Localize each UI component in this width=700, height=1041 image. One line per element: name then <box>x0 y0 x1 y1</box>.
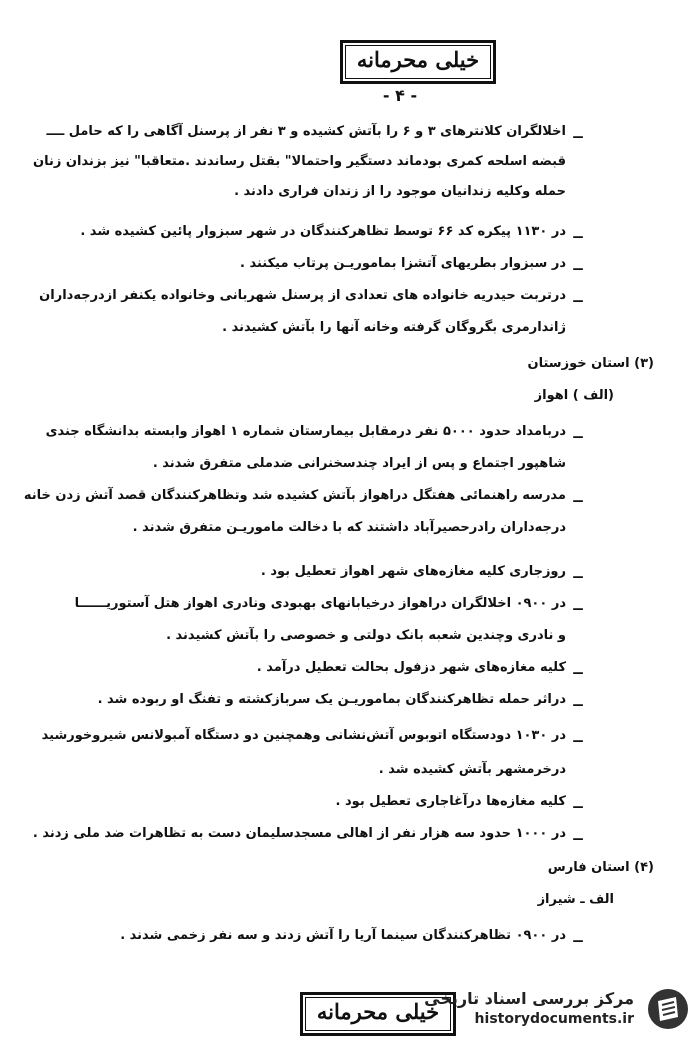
text-line: در ۱۱۳۰ پیکره کد ۶۶ توسط تظاهرکنندگان در شهر سبزوار پائین کشیده شد . <box>80 224 566 239</box>
text-line: درتربت حیدریه خانواده های تعدادی از پرسنل شهربانی وخانواده یکنفر ازدرجه‌داران <box>39 288 566 303</box>
bullet-dash: ــ <box>573 930 583 946</box>
bullet-dash: ــ <box>573 426 583 442</box>
text-line: حمله وکلیه زندانیان موجود را از زندان فراری دادند . <box>234 184 566 199</box>
bullet-dash: ــ <box>573 490 583 506</box>
document-archive-logo-icon <box>646 987 690 1031</box>
confidential-stamp-bottom: خیلی محرمانه <box>300 992 456 1036</box>
text-line: قبضه اسلحه کمری بودماند دستگیر واحتمالا" بقتل رساندند .متعاقبا" نیز بزندان زنان <box>33 154 566 169</box>
bullet-dash: ــ <box>573 290 583 306</box>
section-heading-fars: (۴) استان فارس <box>547 860 654 875</box>
bullet-dash: ــ <box>573 126 583 142</box>
bullet-dash: ــ <box>573 598 583 614</box>
text-line: و نادری وچندین شعبه بانک دولتی و خصوصی را بآتش کشیدند . <box>166 628 566 643</box>
text-line: شاهپور اجتماع و پس از ایراد چندسخنرانی ضدملی متفرق شدند . <box>152 456 566 471</box>
bullet-dash: ــ <box>573 694 583 710</box>
bullet-dash: ــ <box>573 662 583 678</box>
text-line: دربامداد حدود ۵۰۰۰ نفر درمقابل بیمارستان شماره ۱ اهواز وابسته بدانشگاه جندی <box>45 424 566 439</box>
watermark <box>420 985 690 1035</box>
page-number: - ۴ - <box>382 86 418 105</box>
text-line: روزجاری کلیه مغازه‌های شهر اهواز تعطیل بود . <box>260 564 566 579</box>
text-line: درخرمشهر بآتش کشیده شد . <box>378 762 566 777</box>
bullet-dash: ــ <box>573 730 583 746</box>
bullet-dash: ــ <box>573 226 583 242</box>
text-line: مدرسه راهنمائی هفتگل دراهواز بآتش کشیده شد وتظاهرکنندگان قصد آتش زدن خانه <box>23 488 566 503</box>
text-line: اخلالگران کلانترهای ۳ و ۶ را بآتش کشیده و ۳ نفر از پرسنل آگاهی را که حامل ــــ <box>46 124 566 139</box>
watermark-persian-text: مرکز بررسی اسناد تاریخی <box>424 989 634 1008</box>
bullet-dash: ــ <box>573 566 583 582</box>
text-line: درجه‌داران رادرحصیرآباد داشتند که با دخالت ماموریـن متفرق شدند . <box>132 520 566 535</box>
watermark-url[interactable]: historydocuments.ir <box>474 1011 634 1027</box>
text-line: در ۰۹۰۰ اخلالگران دراهواز درخیابانهای بهبودی ونادری اهواز هتل آستوریــــــا <box>74 596 566 611</box>
text-line: کلیه مغازه‌های شهر دزفول بحالت تعطیل درآمد . <box>256 660 566 675</box>
bullet-dash: ــ <box>573 258 583 274</box>
text-line: در ۱۰۳۰ دودستگاه اتوبوس آتش‌نشانی وهمچنین دو دستگاه آمبولانس شیروخورشید <box>41 728 566 743</box>
text-line: کلیه مغازه‌ها درآغاجاری تعطیل بود . <box>335 794 566 809</box>
text-line: در ۰۹۰۰ تظاهرکنندگان سینما آریا را آتش زدند و سه نفر زخمی شدند . <box>120 928 566 943</box>
text-line: دراثر حمله تظاهرکنندگان بماموریـن یک سربازکشته و تفنگ او ربوده شد . <box>97 692 566 707</box>
section-heading-khuzestan: (۳) استان خوزستان <box>527 356 654 371</box>
confidential-stamp-top: خیلی محرمانه <box>340 40 496 84</box>
text-line: ژاندارمری بگروگان گرفته وخانه آنها را بآتش کشیدند . <box>222 320 566 335</box>
bullet-dash: ــ <box>573 828 583 844</box>
subsection-heading-ahvaz: (الف ) اهواز <box>534 388 614 403</box>
subsection-heading-shiraz: الف ـ شیراز <box>537 892 614 907</box>
text-line: در سبزوار بطریهای آتشزا بماموریـن پرتاب میکنند . <box>240 256 566 271</box>
text-line: در ۱۰۰۰ حدود سه هزار نفر از اهالی مسجدسلیمان دست به تظاهرات ضد ملی زدند . <box>32 826 566 841</box>
bullet-dash: ــ <box>573 796 583 812</box>
